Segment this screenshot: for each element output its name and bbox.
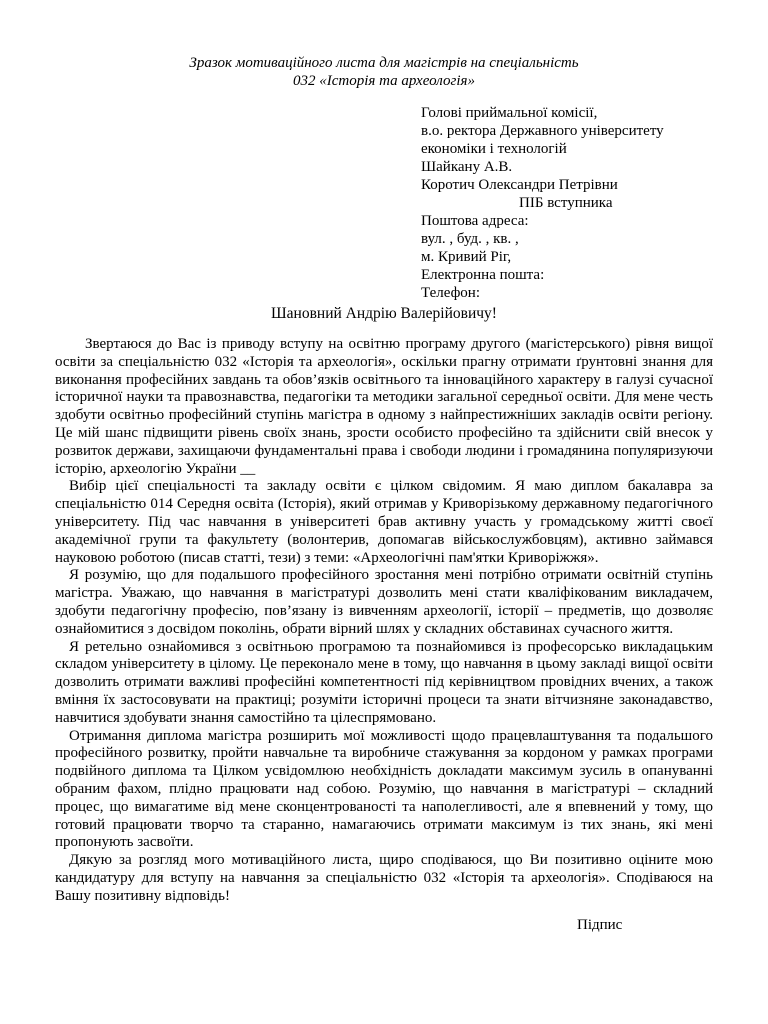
applicant-caption: ПІБ вступника bbox=[519, 195, 613, 211]
addressee-line: в.о. ректора Державного університету bbox=[421, 123, 664, 139]
applicant-name: Коротич Олександри Петрівни bbox=[421, 177, 618, 193]
paragraph-6: Дякую за розгляд мого мотиваційного листа, щиро сподіваюся, що Ви позитивно оціните мою кандидатуру для вступу на навчання за спеціальністю 032 «Історія та археологія». Сподіваюся на Вашу позитивну відповідь! bbox=[55, 852, 713, 904]
addressee-line: економіки і технологій bbox=[421, 141, 567, 157]
paragraph-5: Отримання диплома магістра розширить мої можливості щодо працевлаштування та подальшого професійного розвитку, пройти навчальне та виробниче стажування за кордоном у рамках програми подвійного диплома та Цілком усвідомлюю необхідність докладати максимум зусиль в опануванні обраним фахом, плідно працювати над собою. Розумію, що навчання в магістратурі – складний процес, що вимагатиме від мене сконцентрованості та наполегливості, але я впевнений у тому, що готовий працювати творчо та старанно, намагаючись отримати максимум із тих знань, які мені пропонують засвоїти. bbox=[55, 727, 713, 851]
city-line: м. Кривий Ріг, bbox=[421, 249, 512, 265]
phone-label: Телефон: bbox=[421, 285, 480, 301]
postal-label: Поштова адреса: bbox=[421, 213, 529, 229]
street-line: вул. , буд. , кв. , bbox=[421, 231, 519, 247]
document-title-line-2: 032 «Історія та археологія» bbox=[292, 73, 476, 89]
document-title-line-1: Зразок мотиваційного листа для магістрів на спеціальність bbox=[189, 55, 579, 71]
paragraph-3: Я розумію, що для подальшого професійного зростання мені потрібно отримати освітній ступінь магістра. Уважаю, що навчання в магістратурі дозволить мені стати кваліфікованим викладачем, здобути педагогічну професію, пов’язану із вивченням археології, історії – предметів, що дозволяє ознайомитися з досвідом поколінь, обрати вірний шлях у складних обставинах сучасного життя. bbox=[55, 567, 713, 637]
email-label: Електронна пошта: bbox=[421, 267, 545, 283]
addressee-line: Голові приймальної комісії, bbox=[421, 105, 598, 121]
paragraph-1: Звертаюся до Вас із приводу вступу на освітню програму другого (магістерського) рівня вищої освіти за спеціальністю 032 «Історія та археологія», оскільки прагну отримати ґрунтовні знання для виконання професійних завдань та обов’язків освітнього та інноваційного характеру в галузі сучасної історичної науки та правознавства, педагогіки та методики загальної середньої освіти. Для мене честь здобути освітньо професійний ступінь магістра в одному з найпрестижніших закладів освіти регіону. Це мій шанс підвищити рівень своїх знань, зрости особисто професійно та здійснити свій внесок у розвиток держави, захищаючи фундаментальні права і свободи людини і громадянина популяризуючи історію, археологію України __ bbox=[55, 336, 713, 477]
letter-body bbox=[55, 336, 713, 906]
paragraph-4: Я ретельно ознайомився з освітньою програмою та познайомився із професорсько викладацьким складом університету в цілому. Це переконало мене в тому, що навчання в цьому закладі вищої освіти дозволить отримати важливі професійні компетентності під керівництвом провідних вчених, а також вміння їх застосовувати на практиці; розуміти історичні процеси та знати вітчизняне законадавство, навчитися здобувати знання самостійно та цілеспрямовано. bbox=[55, 638, 713, 726]
paragraph-2: Вибір цієї спеціальності та закладу освіти є цілком свідомим. Я маю диплом бакалавра за спеціальністю 014 Середня освіта (Історія), який отримав у Криворізькому державному педагогічного університету. Під час навчання в університеті брав активну участь у громадському житті своєї академічної групи та факультету (волонтерив, допомагав військослужбовцям), активно займався науковою роботою (писав статті, тези) з теми: «Археологічні пам'ятки Криворіжжя». bbox=[55, 478, 713, 566]
signature-label: Підпис bbox=[577, 917, 623, 933]
addressee-name: Шайкану А.В. bbox=[421, 159, 513, 175]
greeting: Шановний Андрію Валерійовичу! bbox=[271, 305, 497, 322]
addressee-block bbox=[421, 104, 741, 302]
